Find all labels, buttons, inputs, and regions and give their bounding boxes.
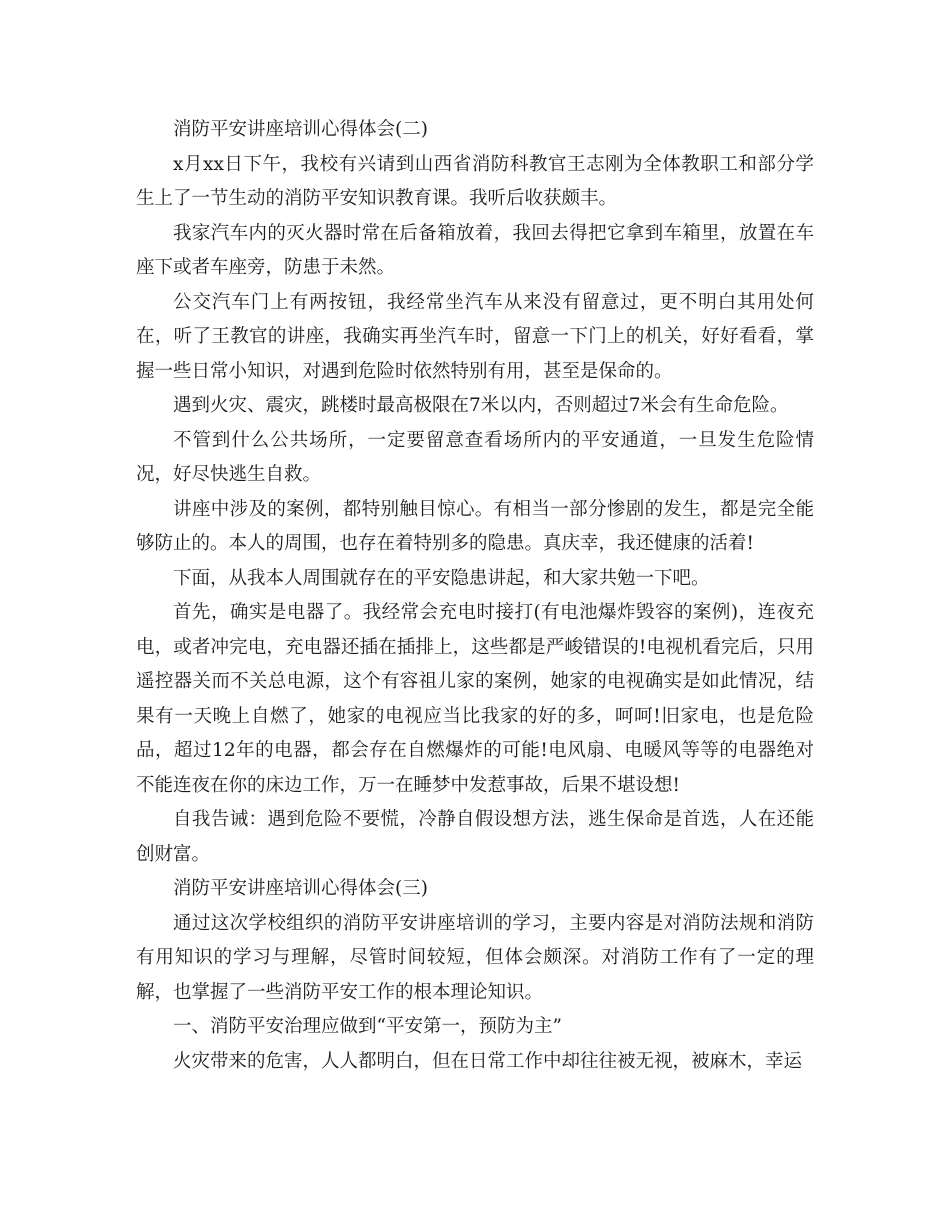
paragraph: 下面，从我本人周围就存在的平安隐患讲起，和大家共勉一下吧。 <box>173 567 710 589</box>
paragraph: 不管到什么公共场所，一定要留意查看场所内的平安通道，一旦发生危险情况，好尽快逃生自救。 <box>136 429 814 485</box>
paragraph: 讲座中涉及的案例，都特别触目惊心。有相当一部分惨剧的发生，都是完全能够防止的。本人的周围，也存在着特别多的隐患。真庆幸，我还健康的活着! <box>136 498 814 554</box>
paragraph: 首先，确实是电器了。我经常会充电时接打(有电池爆炸毁容的案例)，连夜充电，或者冲完电，充电器还插在插排上，这些都是严峻错误的!电视机看完后，只用遥控器关而不关总电源，这个有容祖儿家的案例，她家的电视确实是如此情况，结果有一天晚上自燃了，她家的电视应当比我家的好的多，呵呵!旧家电，也是危险品，超过12年的电器，都会存在自燃爆炸的可能!电风扇、电暖风等等的电器绝对不能连夜在你的床边工作，万一在睡梦中发惹事故，后果不堪设想! <box>136 602 815 796</box>
section-heading: 消防平安讲座培训心得体会(三) <box>173 878 428 899</box>
subsection-heading: 一、消防平安治理应做到“平安第一，预防为主” <box>173 1016 562 1037</box>
section-heading: 消防平安讲座培训心得体会(二) <box>173 119 428 140</box>
paragraph: 通过这次学校组织的消防平安讲座培训的学习，主要内容是对消防法规和消防有用知识的学习与理解，尽管时间较短，但体会颇深。对消防工作有了一定的理解，也掌握了一些消防平安工作的根本理论知识。 <box>136 912 814 1003</box>
paragraph: 公交汽车门上有两按钮，我经常坐汽车从来没有留意过，更不明白其用处何在，听了王教官的讲座，我确实再坐汽车时，留意一下门上的机关，好好看看，掌握一些日常小知识，对遇到危险时依然特别有用，甚至是保命的。 <box>136 291 814 382</box>
document-body <box>136 113 814 1079</box>
paragraph: x月xx日下午，我校有兴请到山西省消防科教官王志刚为全体教职工和部分学生上了一节生动的消防平安知识教育课。我听后收获颇丰。 <box>136 153 814 209</box>
paragraph: 自我告诫：遇到危险不要慌，冷静自假设想方法，逃生保命是首选，人在还能创财富。 <box>136 809 814 865</box>
paragraph: 遇到火灾、震灾，跳楼时最高极限在7米以内，否则超过7米会有生命危险。 <box>173 395 789 416</box>
paragraph: 火灾带来的危害，人人都明白，但在日常工作中却往往被无视，被麻木，幸运 <box>173 1050 803 1072</box>
paragraph: 我家汽车内的灭火器时常在后备箱放着，我回去得把它拿到车箱里，放置在车座下或者车座旁，防患于未然。 <box>136 222 814 278</box>
